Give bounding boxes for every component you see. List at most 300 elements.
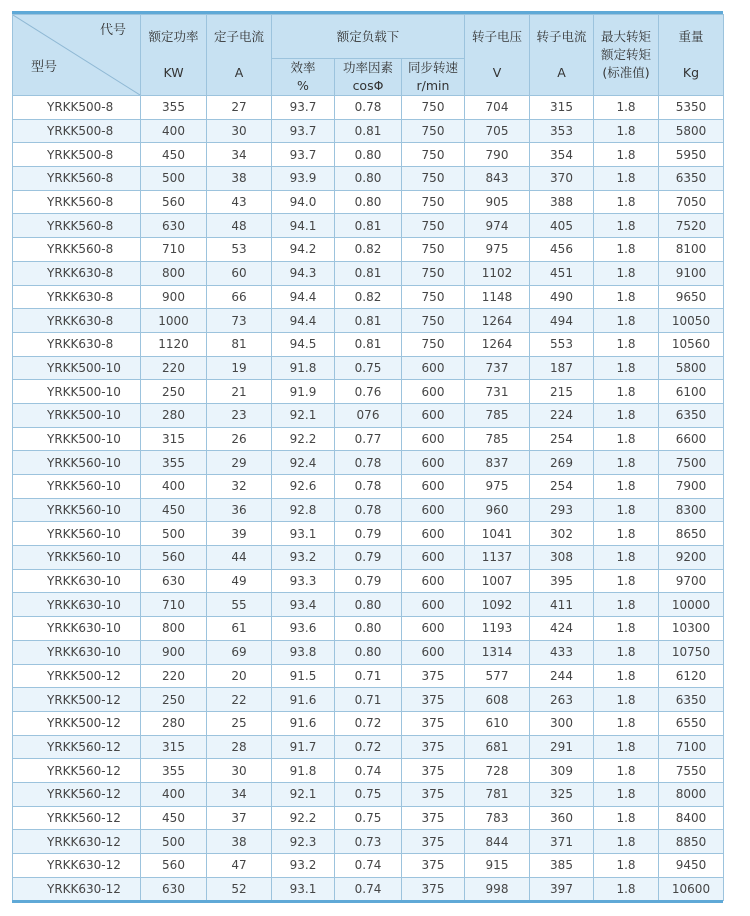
efficiency-cell: 91.5 [272, 664, 335, 688]
power-factor-cell: 0.80 [335, 617, 402, 641]
stator-current-cell: 28 [207, 735, 272, 759]
power-factor-cell: 0.82 [335, 285, 402, 309]
sync-speed-cell: 600 [402, 617, 465, 641]
max-torque-cell: 1.8 [594, 498, 659, 522]
rotor-voltage-cell: 608 [465, 688, 530, 712]
efficiency-cell: 91.6 [272, 688, 335, 712]
rotor-voltage-cell: 1193 [465, 617, 530, 641]
sync-speed-cell: 375 [402, 830, 465, 854]
table-row [13, 522, 724, 546]
max-torque-cell: 1.8 [594, 522, 659, 546]
rotor-current-cell: 553 [530, 332, 594, 356]
rotor-current-cell: 354 [530, 143, 594, 167]
rotor-current-cell: 385 [530, 854, 594, 878]
sync-speed-cell: 600 [402, 380, 465, 404]
table-row [13, 806, 724, 830]
bottom-rule [12, 900, 723, 903]
rotor-current-cell: 215 [530, 380, 594, 404]
table-row [13, 664, 724, 688]
sync-speed-cell: 375 [402, 759, 465, 783]
stator-current-cell: 44 [207, 546, 272, 570]
power-cell: 220 [141, 664, 207, 688]
max-torque-cell: 1.8 [594, 830, 659, 854]
rotor-voltage-cell: 790 [465, 143, 530, 167]
stator-current-cell: 19 [207, 356, 272, 380]
rotor-voltage-cell: 785 [465, 403, 530, 427]
sync-speed-cell: 600 [402, 640, 465, 664]
model-label: 型号 [31, 60, 58, 75]
table-row [13, 261, 724, 285]
efficiency-cell: 94.1 [272, 214, 335, 238]
power-factor-cell: 0.80 [335, 593, 402, 617]
sync-speed-cell: 600 [402, 356, 465, 380]
efficiency-cell: 93.8 [272, 640, 335, 664]
max-torque-cell: 1.8 [594, 190, 659, 214]
table-row [13, 190, 724, 214]
sync-speed-cell: 375 [402, 688, 465, 712]
sync-speed-cell: 600 [402, 403, 465, 427]
efficiency-header: 效率 % [272, 59, 335, 96]
table-row [13, 309, 724, 333]
table-row [13, 238, 724, 262]
sync-speed-cell: 750 [402, 261, 465, 285]
sync-speed-cell: 750 [402, 214, 465, 238]
table-row [13, 640, 724, 664]
efficiency-cell: 91.8 [272, 356, 335, 380]
model-cell: YRKK500-10 [13, 403, 141, 427]
weight-cell: 8650 [659, 522, 724, 546]
model-cell: YRKK560-8 [13, 167, 141, 191]
table-header [13, 15, 724, 96]
model-cell: YRKK500-8 [13, 119, 141, 143]
stator-current-cell: 25 [207, 711, 272, 735]
max-torque-cell: 1.8 [594, 214, 659, 238]
stator-current-cell: 61 [207, 617, 272, 641]
efficiency-cell: 92.1 [272, 403, 335, 427]
stator-current-cell: 73 [207, 309, 272, 333]
stator-current-cell: 34 [207, 143, 272, 167]
stator-current-cell: 39 [207, 522, 272, 546]
stator-current-cell: 49 [207, 569, 272, 593]
stator-current-header: 定子电流 A [207, 15, 272, 96]
efficiency-cell: 93.1 [272, 877, 335, 901]
power-cell: 500 [141, 830, 207, 854]
weight-cell: 6600 [659, 427, 724, 451]
model-cell: YRKK560-12 [13, 735, 141, 759]
stator-current-cell: 69 [207, 640, 272, 664]
rotor-voltage-cell: 837 [465, 451, 530, 475]
power-cell: 400 [141, 119, 207, 143]
weight-cell: 5800 [659, 119, 724, 143]
power-factor-cell: 0.81 [335, 309, 402, 333]
max-torque-cell: 1.8 [594, 711, 659, 735]
rotor-current-cell: 395 [530, 569, 594, 593]
weight-cell: 7900 [659, 475, 724, 499]
power-cell: 280 [141, 403, 207, 427]
rotor-voltage-cell: 785 [465, 427, 530, 451]
power-cell: 560 [141, 546, 207, 570]
rotor-current-cell: 269 [530, 451, 594, 475]
sync-speed-cell: 600 [402, 593, 465, 617]
model-cell: YRKK500-12 [13, 711, 141, 735]
efficiency-cell: 92.4 [272, 451, 335, 475]
power-factor-cell: 0.75 [335, 356, 402, 380]
sync-speed-cell: 375 [402, 806, 465, 830]
model-cell: YRKK500-8 [13, 96, 141, 120]
power-cell: 280 [141, 711, 207, 735]
max-torque-cell: 1.8 [594, 167, 659, 191]
power-factor-cell: 0.75 [335, 806, 402, 830]
max-torque-cell: 1.8 [594, 96, 659, 120]
sync-speed-header: 同步转速 r/min [402, 59, 465, 96]
max-torque-cell: 1.8 [594, 238, 659, 262]
sync-speed-cell: 750 [402, 285, 465, 309]
rated-power-header: 额定功率 KW [141, 15, 207, 96]
max-torque-cell: 1.8 [594, 143, 659, 167]
power-factor-cell: 0.82 [335, 238, 402, 262]
power-cell: 450 [141, 498, 207, 522]
sync-speed-cell: 600 [402, 475, 465, 499]
power-factor-cell: 0.72 [335, 735, 402, 759]
rotor-current-cell: 309 [530, 759, 594, 783]
rotor-voltage-cell: 705 [465, 119, 530, 143]
power-cell: 710 [141, 593, 207, 617]
sync-speed-cell: 750 [402, 238, 465, 262]
rotor-voltage-cell: 975 [465, 238, 530, 262]
max-torque-cell: 1.8 [594, 119, 659, 143]
model-cell: YRKK560-8 [13, 238, 141, 262]
motor-spec-table [12, 14, 724, 901]
rotor-voltage-cell: 915 [465, 854, 530, 878]
power-factor-cell: 0.74 [335, 877, 402, 901]
rotor-current-cell: 353 [530, 119, 594, 143]
efficiency-cell: 93.7 [272, 96, 335, 120]
efficiency-cell: 91.8 [272, 759, 335, 783]
sync-speed-cell: 750 [402, 167, 465, 191]
weight-cell: 8100 [659, 238, 724, 262]
power-factor-cell: 0.77 [335, 427, 402, 451]
efficiency-cell: 93.7 [272, 119, 335, 143]
table-row [13, 427, 724, 451]
table-row [13, 285, 724, 309]
weight-cell: 5350 [659, 96, 724, 120]
rotor-voltage-cell: 704 [465, 96, 530, 120]
model-cell: YRKK500-10 [13, 356, 141, 380]
table-row [13, 143, 724, 167]
sync-speed-cell: 375 [402, 711, 465, 735]
model-cell: YRKK560-8 [13, 214, 141, 238]
rotor-voltage-cell: 1007 [465, 569, 530, 593]
sync-speed-cell: 600 [402, 498, 465, 522]
table-row [13, 380, 724, 404]
table-row [13, 356, 724, 380]
weight-cell: 6120 [659, 664, 724, 688]
table-row [13, 403, 724, 427]
model-cell: YRKK560-12 [13, 782, 141, 806]
rotor-voltage-cell: 1092 [465, 593, 530, 617]
stator-current-cell: 32 [207, 475, 272, 499]
model-cell: YRKK630-10 [13, 640, 141, 664]
model-cell: YRKK560-10 [13, 475, 141, 499]
code-label: 代号 [99, 23, 126, 38]
weight-cell: 9700 [659, 569, 724, 593]
power-factor-cell: 0.79 [335, 569, 402, 593]
stator-current-cell: 52 [207, 877, 272, 901]
table-row [13, 759, 724, 783]
model-cell: YRKK630-12 [13, 854, 141, 878]
model-cell: YRKK560-10 [13, 546, 141, 570]
rotor-voltage-cell: 728 [465, 759, 530, 783]
table-row [13, 498, 724, 522]
model-cell: YRKK500-8 [13, 143, 141, 167]
table-row [13, 735, 724, 759]
power-cell: 500 [141, 167, 207, 191]
power-factor-cell: 0.81 [335, 332, 402, 356]
weight-cell: 6350 [659, 688, 724, 712]
sync-speed-cell: 375 [402, 735, 465, 759]
max-torque-cell: 1.8 [594, 403, 659, 427]
weight-cell: 8000 [659, 782, 724, 806]
efficiency-cell: 92.2 [272, 427, 335, 451]
model-cell: YRKK630-10 [13, 569, 141, 593]
power-factor-cell: 0.78 [335, 475, 402, 499]
sync-speed-cell: 375 [402, 854, 465, 878]
max-torque-cell: 1.8 [594, 593, 659, 617]
table-row [13, 96, 724, 120]
model-cell: YRKK560-12 [13, 759, 141, 783]
table-row [13, 877, 724, 901]
efficiency-cell: 91.7 [272, 735, 335, 759]
sync-speed-cell: 600 [402, 569, 465, 593]
rotor-current-cell: 254 [530, 427, 594, 451]
power-cell: 900 [141, 285, 207, 309]
power-cell: 710 [141, 238, 207, 262]
corner-header-cell [13, 15, 141, 96]
efficiency-cell: 91.9 [272, 380, 335, 404]
power-factor-cell: 0.80 [335, 190, 402, 214]
stator-current-cell: 29 [207, 451, 272, 475]
stator-current-cell: 48 [207, 214, 272, 238]
efficiency-cell: 94.5 [272, 332, 335, 356]
power-factor-cell: 0.73 [335, 830, 402, 854]
rated-load-group-header: 额定负载下 [272, 15, 465, 59]
weight-cell: 7520 [659, 214, 724, 238]
stator-current-cell: 81 [207, 332, 272, 356]
efficiency-cell: 93.4 [272, 593, 335, 617]
sync-speed-cell: 750 [402, 143, 465, 167]
power-cell: 355 [141, 759, 207, 783]
power-cell: 315 [141, 427, 207, 451]
stator-current-cell: 30 [207, 759, 272, 783]
max-torque-cell: 1.8 [594, 261, 659, 285]
power-cell: 1000 [141, 309, 207, 333]
weight-cell: 8400 [659, 806, 724, 830]
model-cell: YRKK500-10 [13, 380, 141, 404]
power-factor-cell: 076 [335, 403, 402, 427]
weight-cell: 8850 [659, 830, 724, 854]
rotor-voltage-cell: 975 [465, 475, 530, 499]
model-cell: YRKK630-8 [13, 332, 141, 356]
table-row [13, 214, 724, 238]
weight-cell: 10300 [659, 617, 724, 641]
max-torque-cell: 1.8 [594, 285, 659, 309]
model-cell: YRKK500-12 [13, 664, 141, 688]
model-cell: YRKK560-12 [13, 806, 141, 830]
efficiency-cell: 92.3 [272, 830, 335, 854]
rotor-current-cell: 300 [530, 711, 594, 735]
sync-speed-cell: 750 [402, 96, 465, 120]
power-factor-cell: 0.71 [335, 664, 402, 688]
rotor-current-cell: 291 [530, 735, 594, 759]
rotor-voltage-cell: 1148 [465, 285, 530, 309]
rotor-voltage-cell: 905 [465, 190, 530, 214]
efficiency-cell: 94.4 [272, 285, 335, 309]
efficiency-cell: 93.9 [272, 167, 335, 191]
power-cell: 250 [141, 380, 207, 404]
power-cell: 450 [141, 806, 207, 830]
power-factor-cell: 0.78 [335, 498, 402, 522]
model-cell: YRKK630-8 [13, 261, 141, 285]
power-cell: 560 [141, 854, 207, 878]
rotor-voltage-cell: 610 [465, 711, 530, 735]
model-cell: YRKK500-12 [13, 688, 141, 712]
table-row [13, 475, 724, 499]
power-cell: 355 [141, 96, 207, 120]
max-torque-cell: 1.8 [594, 806, 659, 830]
max-torque-cell: 1.8 [594, 854, 659, 878]
weight-cell: 10560 [659, 332, 724, 356]
power-factor-cell: 0.80 [335, 640, 402, 664]
rotor-voltage-cell: 998 [465, 877, 530, 901]
efficiency-cell: 94.3 [272, 261, 335, 285]
sync-speed-cell: 600 [402, 546, 465, 570]
weight-header: 重量 Kg [659, 15, 724, 96]
power-factor-cell: 0.75 [335, 782, 402, 806]
table-row [13, 688, 724, 712]
max-torque-cell: 1.8 [594, 309, 659, 333]
stator-current-cell: 66 [207, 285, 272, 309]
efficiency-cell: 94.2 [272, 238, 335, 262]
power-factor-cell: 0.74 [335, 854, 402, 878]
rotor-current-cell: 302 [530, 522, 594, 546]
rotor-current-cell: 490 [530, 285, 594, 309]
stator-current-cell: 38 [207, 830, 272, 854]
weight-cell: 10050 [659, 309, 724, 333]
table-row [13, 617, 724, 641]
sync-speed-cell: 750 [402, 332, 465, 356]
max-torque-cell: 1.8 [594, 640, 659, 664]
stator-current-cell: 34 [207, 782, 272, 806]
max-torque-header: 最大转矩 额定转矩 (标准值) [594, 15, 659, 96]
weight-cell: 5800 [659, 356, 724, 380]
max-torque-cell: 1.8 [594, 569, 659, 593]
stator-current-cell: 26 [207, 427, 272, 451]
weight-cell: 7550 [659, 759, 724, 783]
rotor-current-cell: 244 [530, 664, 594, 688]
efficiency-cell: 93.2 [272, 854, 335, 878]
rotor-current-cell: 494 [530, 309, 594, 333]
table-row [13, 451, 724, 475]
table-row [13, 332, 724, 356]
stator-current-cell: 53 [207, 238, 272, 262]
stator-current-cell: 22 [207, 688, 272, 712]
power-factor-cell: 0.76 [335, 380, 402, 404]
weight-cell: 6350 [659, 403, 724, 427]
table-row [13, 711, 724, 735]
rotor-current-cell: 325 [530, 782, 594, 806]
power-factor-cell: 0.72 [335, 711, 402, 735]
efficiency-cell: 93.1 [272, 522, 335, 546]
rotor-voltage-cell: 1041 [465, 522, 530, 546]
efficiency-cell: 92.8 [272, 498, 335, 522]
rotor-voltage-cell: 1314 [465, 640, 530, 664]
power-factor-cell: 0.80 [335, 143, 402, 167]
sync-speed-cell: 600 [402, 451, 465, 475]
stator-current-cell: 47 [207, 854, 272, 878]
stator-current-cell: 27 [207, 96, 272, 120]
efficiency-cell: 92.6 [272, 475, 335, 499]
table-body [13, 96, 724, 901]
power-factor-cell: 0.80 [335, 167, 402, 191]
max-torque-cell: 1.8 [594, 546, 659, 570]
table-row [13, 167, 724, 191]
power-cell: 900 [141, 640, 207, 664]
table-row [13, 569, 724, 593]
rotor-current-cell: 424 [530, 617, 594, 641]
efficiency-cell: 94.0 [272, 190, 335, 214]
rotor-current-cell: 405 [530, 214, 594, 238]
weight-cell: 9650 [659, 285, 724, 309]
weight-cell: 6100 [659, 380, 724, 404]
rotor-current-cell: 388 [530, 190, 594, 214]
power-cell: 220 [141, 356, 207, 380]
sync-speed-cell: 600 [402, 522, 465, 546]
model-cell: YRKK560-10 [13, 498, 141, 522]
max-torque-cell: 1.8 [594, 380, 659, 404]
stator-current-cell: 37 [207, 806, 272, 830]
spec-table-frame [12, 11, 723, 903]
power-factor-header: 功率因素 cosΦ [335, 59, 402, 96]
rotor-current-cell: 433 [530, 640, 594, 664]
weight-cell: 8300 [659, 498, 724, 522]
efficiency-cell: 93.2 [272, 546, 335, 570]
max-torque-cell: 1.8 [594, 332, 659, 356]
efficiency-cell: 93.3 [272, 569, 335, 593]
rotor-current-cell: 397 [530, 877, 594, 901]
rotor-voltage-cell: 1264 [465, 332, 530, 356]
efficiency-cell: 92.2 [272, 806, 335, 830]
weight-cell: 9100 [659, 261, 724, 285]
table-row [13, 830, 724, 854]
rotor-current-cell: 254 [530, 475, 594, 499]
rotor-current-cell: 187 [530, 356, 594, 380]
model-cell: YRKK560-10 [13, 451, 141, 475]
stator-current-cell: 38 [207, 167, 272, 191]
rotor-current-cell: 308 [530, 546, 594, 570]
table-row [13, 593, 724, 617]
power-cell: 630 [141, 569, 207, 593]
rotor-voltage-cell: 1137 [465, 546, 530, 570]
power-factor-cell: 0.79 [335, 522, 402, 546]
stator-current-cell: 30 [207, 119, 272, 143]
model-cell: YRKK630-8 [13, 285, 141, 309]
sync-speed-cell: 375 [402, 877, 465, 901]
rotor-voltage-cell: 681 [465, 735, 530, 759]
rotor-current-cell: 293 [530, 498, 594, 522]
max-torque-cell: 1.8 [594, 356, 659, 380]
max-torque-cell: 1.8 [594, 475, 659, 499]
model-cell: YRKK630-12 [13, 877, 141, 901]
